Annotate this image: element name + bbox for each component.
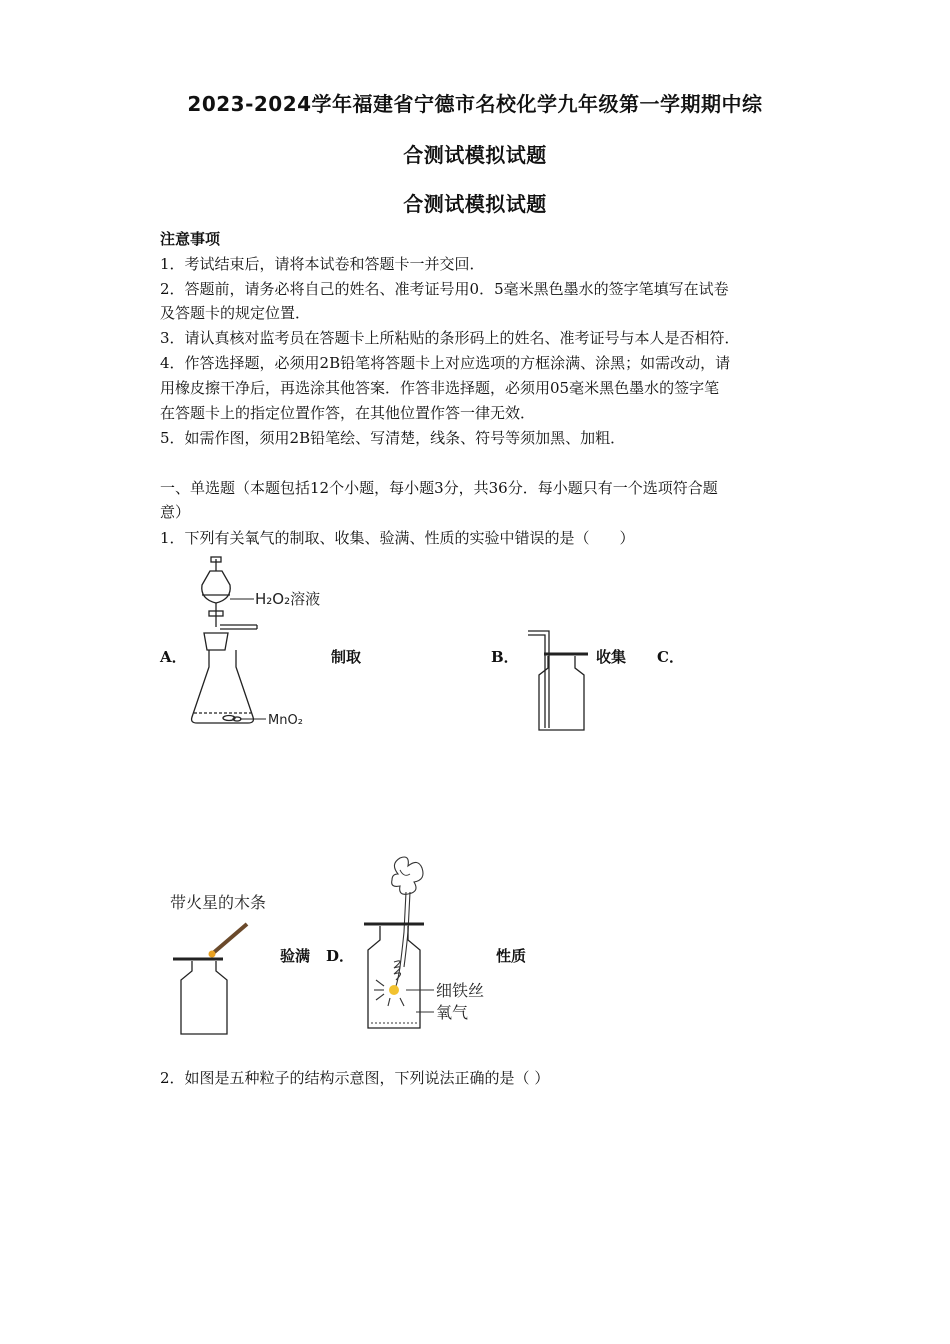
section-heading: 一、单选题（本题包括12个小题，每小题3分，共36分．每小题只有一个选项符合题 bbox=[160, 479, 718, 497]
notes-line: 2．答题前，请务必将自己的姓名、准考证号用0．5毫米黑色墨水的签字笔填写在试卷 bbox=[160, 280, 729, 298]
page-title-line3: 合测试模拟试题 bbox=[403, 192, 547, 216]
oxygen-label: 氧气 bbox=[436, 1003, 469, 1022]
page-title-line2: 合测试模拟试题 bbox=[403, 143, 547, 167]
page-title: 2023-2024学年福建省宁德市名校化学九年级第一学期期中综 bbox=[187, 92, 763, 116]
option-b-letter: B． bbox=[491, 648, 519, 666]
notes-line: 及答题卡的规定位置． bbox=[160, 304, 311, 322]
figure-a-generation-apparatus bbox=[180, 555, 330, 740]
section-heading-cont: 意） bbox=[160, 503, 191, 521]
figure-c-splint-test bbox=[165, 888, 285, 1038]
question-2-stem: 2．如图是五种粒子的结构示意图，下列说法正确的是（ ） bbox=[160, 1069, 550, 1087]
splint-label: 带火星的木条 bbox=[170, 893, 267, 912]
figure-b-collection-bottle bbox=[524, 628, 590, 734]
notes-line: 4．作答选择题，必须用2B铅笔将答题卡上对应选项的方框涂满、涂黑；如需改动，请 bbox=[160, 354, 731, 372]
mno2-label: MnO₂ bbox=[268, 713, 303, 728]
notes-heading: 注意事项 bbox=[160, 230, 221, 248]
iron-wire-label: 细铁丝 bbox=[436, 981, 485, 1000]
option-b-label: 收集 bbox=[596, 648, 627, 666]
option-a-letter: A． bbox=[160, 648, 187, 666]
question-1-stem: 1．下列有关氧气的制取、收集、验满、性质的实验中错误的是（ ） bbox=[160, 529, 635, 547]
figure-d-iron-combustion bbox=[360, 852, 500, 1037]
notes-line: 用橡皮擦干净后，再选涂其他答案．作答非选择题，必须用05毫米黑色墨水的签字笔 bbox=[160, 379, 720, 397]
notes-line: 1．考试结束后，请将本试卷和答题卡一并交回． bbox=[160, 255, 485, 273]
h2o2-label: H₂O₂溶液 bbox=[255, 590, 321, 608]
notes-line: 3．请认真核对监考员在答题卡上所粘贴的条形码上的姓名、准考证号与本人是否相符． bbox=[160, 329, 740, 347]
notes-line: 在答题卡上的指定位置作答，在其他位置作答一律无效． bbox=[160, 404, 536, 422]
option-a-label: 制取 bbox=[331, 648, 362, 666]
option-c-letter: C． bbox=[657, 648, 684, 666]
option-d-label: 性质 bbox=[496, 947, 527, 965]
option-c-label: 验满 bbox=[280, 947, 311, 965]
option-d-letter: D． bbox=[326, 947, 355, 965]
notes-line: 5．如需作图，须用2B铅笔绘、写清楚，线条、符号等须加黑、加粗． bbox=[160, 429, 626, 447]
